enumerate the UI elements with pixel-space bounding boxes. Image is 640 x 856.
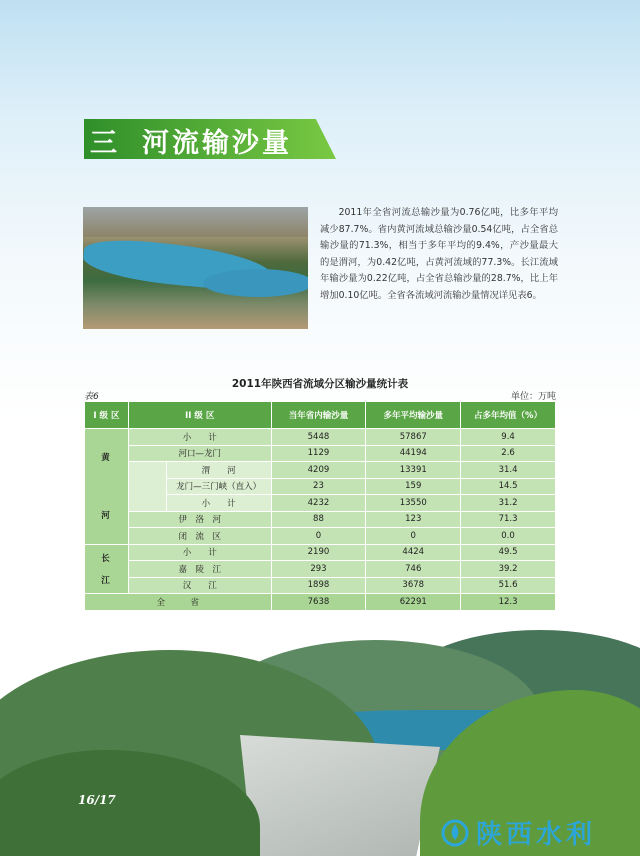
current-value: 2190 bbox=[271, 544, 366, 561]
current-value: 4232 bbox=[271, 495, 366, 512]
average-value: 0 bbox=[366, 528, 461, 545]
average-value: 44194 bbox=[366, 445, 461, 462]
intro-text-block bbox=[320, 205, 558, 305]
level2-cell: 小 计 bbox=[128, 429, 271, 446]
table-row bbox=[85, 577, 556, 594]
level2-sub-cell: 龙门—三门峡（直入） bbox=[166, 478, 271, 495]
logo-text: 陕西水利 bbox=[476, 820, 597, 850]
page-number: 16/17 bbox=[78, 793, 116, 807]
percent-value: 9.4 bbox=[461, 429, 556, 446]
header-level1: I 级 区 bbox=[85, 402, 129, 429]
level2-cell: 嘉 陵 江 bbox=[128, 561, 271, 578]
current-value: 4209 bbox=[271, 462, 366, 479]
current-value: 293 bbox=[271, 561, 366, 578]
total-current: 7638 bbox=[271, 594, 366, 611]
table-unit: 单位：万吨 bbox=[510, 392, 556, 402]
level2-cell: 河口—龙门 bbox=[128, 445, 271, 462]
level2-sub-cell: 小 计 bbox=[166, 495, 271, 512]
level2-cell: 闭 流 区 bbox=[128, 528, 271, 545]
section-number: 三 bbox=[90, 128, 120, 159]
table-row bbox=[85, 511, 556, 528]
percent-value: 14.5 bbox=[461, 478, 556, 495]
percent-value: 31.2 bbox=[461, 495, 556, 512]
average-value: 159 bbox=[366, 478, 461, 495]
average-value: 13550 bbox=[366, 495, 461, 512]
sediment-table bbox=[84, 401, 556, 611]
current-value: 23 bbox=[271, 478, 366, 495]
percent-value: 31.4 bbox=[461, 462, 556, 479]
header-average: 多年平均输沙量 bbox=[366, 402, 461, 429]
level2-sub-cell: 渭 河 bbox=[166, 462, 271, 479]
table-title: 2011年陕西省流域分区输沙量统计表 bbox=[231, 378, 409, 390]
total-average: 62291 bbox=[366, 594, 461, 611]
percent-value: 71.3 bbox=[461, 511, 556, 528]
publisher-logo bbox=[440, 814, 596, 851]
level1-char: 江 bbox=[101, 575, 112, 586]
percent-value: 39.2 bbox=[461, 561, 556, 578]
average-value: 4424 bbox=[366, 544, 461, 561]
header-level2: II 级 区 bbox=[128, 402, 271, 429]
photo-ridge bbox=[83, 207, 308, 237]
level1-spacer bbox=[85, 564, 128, 574]
total-percent: 12.3 bbox=[461, 594, 556, 611]
section-heading bbox=[90, 121, 292, 160]
average-value: 3678 bbox=[366, 577, 461, 594]
percent-value: 51.6 bbox=[461, 577, 556, 594]
section-title: 河流输沙量 bbox=[142, 128, 292, 159]
table-label: 表6 bbox=[84, 392, 99, 402]
header-percent: 占多年均值（%） bbox=[461, 402, 556, 429]
table-row bbox=[85, 445, 556, 462]
level1-spacer bbox=[85, 463, 128, 509]
average-value: 13391 bbox=[366, 462, 461, 479]
current-value: 5448 bbox=[271, 429, 366, 446]
table-row bbox=[85, 528, 556, 545]
table-row bbox=[85, 429, 556, 446]
percent-value: 49.5 bbox=[461, 544, 556, 561]
percent-value: 2.6 bbox=[461, 445, 556, 462]
dam-structure bbox=[240, 735, 440, 856]
total-label: 全 省 bbox=[85, 594, 272, 611]
level2-cell: 伊 洛 河 bbox=[128, 511, 271, 528]
table-row bbox=[85, 544, 556, 561]
current-value: 88 bbox=[271, 511, 366, 528]
level1-char: 长 bbox=[101, 553, 112, 564]
average-value: 746 bbox=[366, 561, 461, 578]
level1-char: 河 bbox=[101, 511, 112, 522]
table-row bbox=[85, 462, 556, 479]
photo-water-2 bbox=[203, 269, 308, 297]
table-row bbox=[85, 561, 556, 578]
level2-group-cell bbox=[128, 462, 166, 512]
reservoir-photo bbox=[83, 207, 308, 329]
table-header-row bbox=[85, 402, 556, 429]
intro-paragraph: 2011年全省河流总输沙量为0.76亿吨，比多年平均减少87.7%。省内黄河流域总输沙量0.54亿吨，占全省总输沙量的71.3%，相当于多年平均的9.4%，产沙量最大的是渭河，为0.42亿吨，占黄河流域的77.3%。长江流域年输沙量为0.22亿吨，占全省总输沙量的28.7%，比上年增加0.10亿吨。全省各流域河流输沙量情况详见表6。 bbox=[320, 207, 558, 301]
current-value: 1129 bbox=[271, 445, 366, 462]
level2-cell: 汉 江 bbox=[128, 577, 271, 594]
water-drop-logo-icon bbox=[440, 819, 470, 847]
level2-cell: 小 计 bbox=[128, 544, 271, 561]
current-value: 0 bbox=[271, 528, 366, 545]
level1-yangtze bbox=[85, 544, 129, 594]
percent-value: 0.0 bbox=[461, 528, 556, 545]
current-value: 1898 bbox=[271, 577, 366, 594]
average-value: 57867 bbox=[366, 429, 461, 446]
table-total-row bbox=[85, 594, 556, 611]
level1-char: 黄 bbox=[101, 453, 112, 464]
average-value: 123 bbox=[366, 511, 461, 528]
level1-yellow-river bbox=[85, 429, 129, 545]
header-current: 当年省内输沙量 bbox=[271, 402, 366, 429]
